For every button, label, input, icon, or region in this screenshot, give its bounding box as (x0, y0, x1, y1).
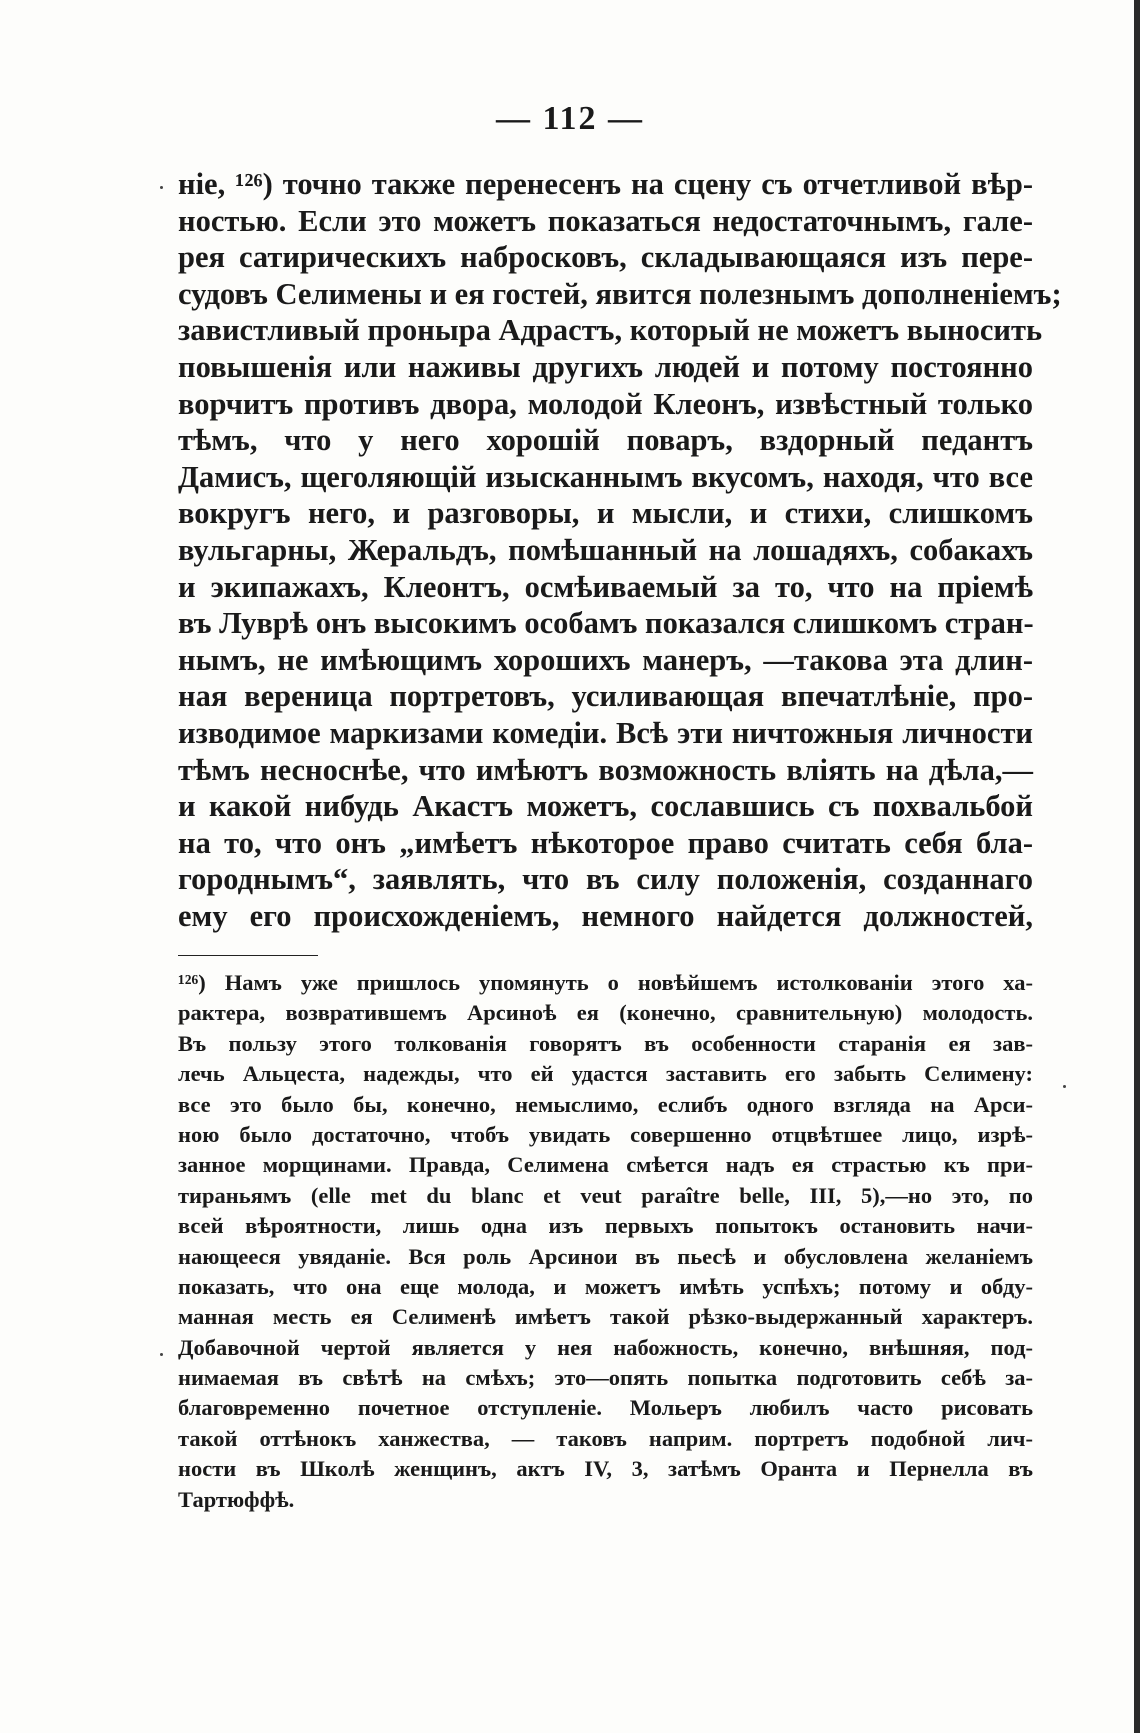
footnote-line: такой оттѣнокъ ханжества, — таковъ наприм. портретъ подобной лич- (178, 1425, 1033, 1451)
text-line: нымъ, не имѣющимъ хорошихъ манеръ, —такова эта длин- (178, 642, 1033, 677)
footnote-line: Въ пользу этого толкованія говорятъ въ особенности старанія ея зав- (178, 1030, 1033, 1056)
footnote-line: манная месть ея Селименѣ имѣетъ такой рѣзко-выдержанный характеръ. (178, 1304, 1033, 1330)
scan-speck (160, 186, 163, 189)
page-number: — 112 — (495, 100, 645, 137)
main-text-block (178, 166, 1062, 934)
footnote-line: ною было достаточно, чтобъ увидать совершенно отцвѣтшее лицо, изрѣ- (178, 1121, 1033, 1147)
footnote-line: занное морщинами. Правда, Селимена смѣется надъ ея страстью къ при- (178, 1152, 1033, 1178)
footnote-line: нающееся увяданіе. Вся роль Арсинои въ пьесѣ и обусловлена желаніемъ (178, 1243, 1033, 1269)
footnote-line: тираньямъ (elle met du blanc et veut paraître belle, III, 5),—но это, по (178, 1182, 1033, 1208)
text-line: рея сатирическихъ набросковъ, складывающаяся изъ пере- (178, 240, 1033, 275)
text-line: судовъ Селимены и ея гостей, явится полезнымъ дополненіемъ; (178, 276, 1062, 311)
footnote-line: всей вѣроятности, лишь одна изъ первыхъ попытокъ остановить начи- (178, 1213, 1033, 1239)
text-line: и какой нибудь Акастъ можетъ, сославшись съ похвальбой (178, 789, 1033, 824)
footnote-line: благовременно почетное отступленіе. Мольеръ любилъ часто рисовать (178, 1395, 1033, 1421)
text-line: завистливый проныра Адрастъ, который не можетъ выносить (178, 313, 1043, 348)
text-line: тѣмъ несноснѣе, что имѣютъ возможность вліять на дѣла,— (178, 752, 1033, 787)
scan-speck (160, 1353, 163, 1356)
text-line: на то, что онъ „имѣетъ нѣкоторое право считать себя бла- (178, 825, 1033, 860)
text-line: въ Луврѣ онъ высокимъ особамъ показался слишкомъ стран- (178, 606, 1034, 641)
footnote-line: ности въ Школѣ женщинъ, актъ IV, 3, затѣмъ Оранта и Пернелла въ (178, 1456, 1033, 1482)
text-line: Дамисъ, щеголяющій изысканнымъ вкусомъ, находя, что все (178, 459, 1033, 494)
text-line: ему его происхожденіемъ, немного найдется должностей, (178, 898, 1033, 933)
text-line: вокругъ него, и разговоры, и мысли, и стихи, слишкомъ (178, 496, 1033, 531)
scan-speck (1063, 1085, 1066, 1088)
text-line: ніе, ¹²⁶) точно также перенесенъ на сцену съ отчетливой вѣр- (178, 167, 1033, 201)
footnote-line: все это было бы, конечно, немыслимо, еслибъ одного взгляда на Арси- (178, 1091, 1033, 1117)
text-line: городнымъ“, заявлять, что въ силу положенія, созданнаго (178, 862, 1033, 897)
footnote-line: показать, что она еще молода, и можетъ имѣть успѣхъ; потому и обду- (178, 1273, 1033, 1299)
text-line: повышенія или наживы другихъ людей и потому постоянно (178, 349, 1033, 384)
footnote-line: Добавочной чертой является у нея набожность, конечно, внѣшняя, под- (178, 1334, 1033, 1360)
page-edge-shadow (1134, 0, 1140, 1733)
footnote-line: нимаемая въ свѣтѣ на смѣхъ; это—опять попытка подготовить себѣ за- (178, 1365, 1033, 1391)
footnote-line: рактера, возвратившемъ Арсиноѣ ея (конечно, сравнительную) молодость. (178, 1000, 1033, 1026)
text-line: вульгарны, Жеральдъ, помѣшанный на лошадяхъ, собакахъ (178, 532, 1033, 567)
text-line: тѣмъ, что у него хорошій поваръ, вздорный педантъ (178, 423, 1033, 458)
footnote-line: ¹²⁶) Намъ уже пришлось упомянуть о новѣйшемъ истолкованіи этого ха- (178, 970, 1033, 995)
text-line: ная вереница портретовъ, усиливающая впечатлѣніе, про- (178, 679, 1033, 714)
footnote-separator (178, 955, 318, 956)
text-line: ностью. Если это можетъ показаться недостаточнымъ, гале- (178, 203, 1033, 238)
footnote-block (178, 968, 1033, 1515)
text-line: ворчитъ противъ двора, молодой Клеонъ, извѣстный только (178, 386, 1033, 421)
text-line: и экипажахъ, Клеонтъ, осмѣиваемый за то, что на пріемѣ (178, 569, 1033, 604)
footnote-line: лечь Альцеста, надежды, что ей удастся заставить его забыть Селимену: (178, 1061, 1033, 1087)
footnote-line: Тартюффѣ. (178, 1486, 295, 1512)
text-line: изводимое маркизами комедіи. Всѣ эти ничтожныя личности (178, 715, 1033, 750)
